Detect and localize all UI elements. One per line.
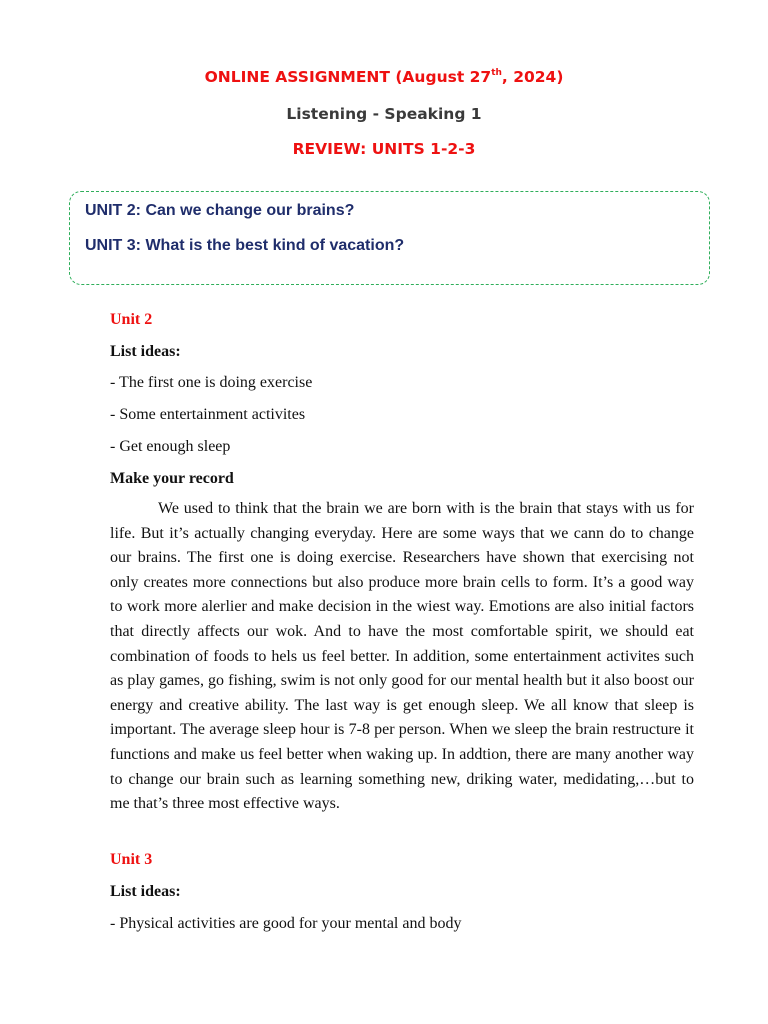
unit-2-idea: - Get enough sleep — [110, 438, 231, 455]
review-title: REVIEW: UNITS 1-2-3 — [292, 140, 476, 158]
assignment-title-main: ONLINE ASSIGNMENT (August 27 — [204, 68, 492, 86]
unit-2-idea: - Some entertainment activites — [110, 406, 306, 423]
assignment-title-year: , 2024) — [501, 68, 564, 86]
course-subtitle: Listening - Speaking 1 — [286, 105, 482, 123]
assignment-title-ordinal: th — [491, 67, 502, 78]
document-body — [110, 0, 694, 1024]
record-paragraph: We used to think that the brain we are born with is the brain that stays with us for life. But it’s actually changing everyday. Here are some ways that we cann do to change our brains. The first one is doing exercise. Researchers have shown that exercising not only creates more connections but also produce more brain cells to form. It’s a good way to work more alerlier and make decision in the wiest way. Emotions are also initial factors that directly affects our wok. And to have the most comfortable spirit, we should eat combination of foods to hels us feel better. In addition, some entertainment activites such as play games, go fishing, swim is not only good for our mental health but it also boost our energy and creative ability. The last way is get enough sleep. We all know that sleep is important. The average sleep hour is 7-8 per person. When we sleep the brain restructure it functions and make us feel better when waking up. In addtion, there are many another way to change our brain such as learning something new, driking water, medidating,…but to me that’s three most effective ways. — [110, 500, 694, 813]
unit-2-heading: Unit 2 — [110, 311, 153, 328]
unit-2-idea: - The first one is doing exercise — [110, 374, 313, 391]
unit-2-list-label: List ideas: — [110, 343, 181, 360]
unit-3-heading: Unit 3 — [110, 851, 153, 868]
record-label: Make your record — [110, 470, 234, 487]
unit-3-title: UNIT 3: What is the best kind of vacation? — [85, 237, 405, 254]
unit-3-list-label: List ideas: — [110, 883, 181, 900]
unit-3-idea: - Physical activities are good for your mental and body — [110, 915, 462, 932]
unit-2-title: UNIT 2: Can we change our brains? — [85, 202, 355, 219]
